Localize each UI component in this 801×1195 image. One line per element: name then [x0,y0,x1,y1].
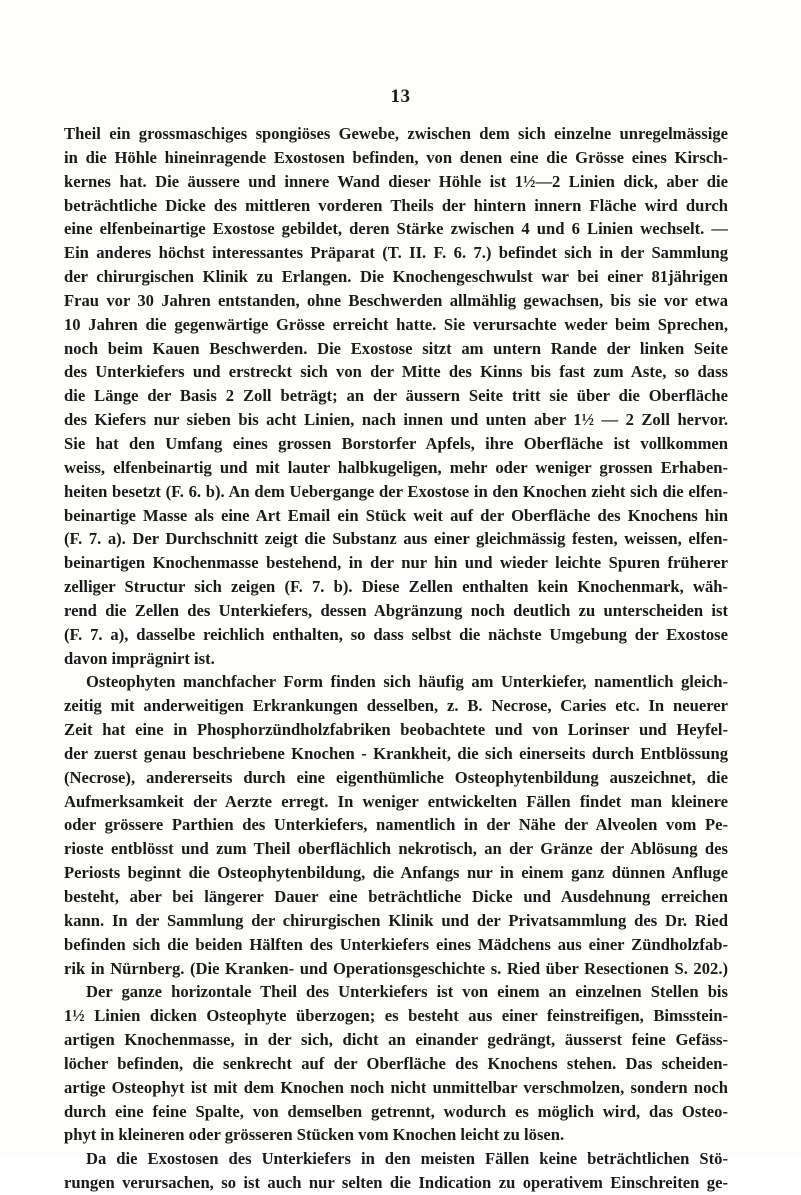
text-line: (Necrose), andererseits durch eine eigenthümliche Osteophytenbildung auszeichnet, die [64,767,728,787]
text-line: davon imprägnirt ist. [64,648,215,668]
text-line: beträchtliche Dicke des mittleren vorderen Theils der hintern innern Fläche wird durch [64,195,728,215]
text-line: artigen Knochenmasse, in der sich, dicht an einander gedrängt, äusserst feine Gefäss- [64,1030,728,1050]
text-line: Theil ein grossmaschiges spongiöses Gewebe, zwischen dem sich einzelne unregelmässige [64,124,728,143]
text-line: oder grössere Parthien des Unterkiefers, namentlich in der Nähe der Alveolen vom Pe- [64,815,728,835]
text-line: phyt in kleineren oder grösseren Stücken vom Knochen leicht zu lösen. [64,1125,565,1145]
text-line: eine elfenbeinartige Exostose gebildet, deren Stärke zwischen 4 und 6 Linien wechselt. — [64,219,728,239]
text-line: noch beim Kauen Beschwerden. Die Exostose sitzt am untern Rande der linken Seite [64,338,728,358]
text-line: durch eine feine Spalte, von demselben getrennt, wodurch es möglich wird, das Osteo- [64,1101,728,1121]
page-number: 13 [390,86,411,107]
text-line: zelliger Structur sich zeigen (F. 7. b). Diese Zellen enthalten kein Knochenmark, wäh- [64,577,728,597]
text-line: der zuerst genau beschriebene Knochen - Krankheit, die sich einerseits durch Entblössung [64,743,728,763]
text-line: beinartigen Knochenmasse bestehend, in der nur hin und wieder leichte Spuren früherer [64,553,728,573]
text-line: Ein anderes höchst interessantes Präparat (T. II. F. 6. 7.) befindet sich in der Sammlung [64,243,728,263]
text-line: rik in Nürnberg. (Die Kranken- und Operationsgeschichte s. Ried über Resectionen S. 202.) [64,958,728,978]
text-line: die Länge der Basis 2 Zoll beträgt; an der äussern Seite tritt sie über die Oberfläche [64,386,728,406]
body-text [64,122,728,1195]
text-line: befinden sich die beiden Hälften des Unterkiefers eines Mädchens aus einer Zündholzfab- [64,934,728,954]
text-line: 1½ Linien dicken Osteophyte überzogen; es besteht aus einer feinstreifigen, Bimsstein- [64,1006,728,1026]
text-line: Frau vor 30 Jahren entstanden, ohne Beschwerden allmählig gewachsen, bis sie vor etwa [64,290,728,310]
text-line: heiten besetzt (F. 6. b). An dem Uebergange der Exostose in den Knochen zieht sich die elfen- [64,481,728,501]
text-line: Sie hat den Umfang eines grossen Borstorfer Apfels, ihre Oberfläche ist vollkommen [64,433,728,453]
text-line: (F. 7. a). Der Durchschnitt zeigt die Substanz aus einer gleichmässig festen, weissen, elfen- [64,529,728,549]
text-line: löcher befinden, die senkrecht auf der Oberfläche des Knochens stehen. Das scheiden- [64,1053,728,1073]
text-line: weiss, elfenbeinartig und mit lauter halbkugeligen, mehr oder weniger grossen Erhaben- [64,457,728,477]
text-line: Periosts beginnt die Osteophytenbildung, die Anfangs nur in einem ganz dünnen Anfluge [64,863,728,883]
text-line: kann. In der Sammlung der chirurgischen Klinik und der Privatsammlung des Dr. Ried [64,910,728,930]
text-line: des Kiefers nur sieben bis acht Linien, nach innen und unten aber 1½ — 2 Zoll hervor. [64,410,728,430]
text-line: in die Höhle hineinragende Exostosen befinden, von denen eine die Grösse eines Kirsch- [64,147,728,167]
text-line: beinartige Masse als eine Art Email ein Stück weit auf der Oberfläche des Knochens hin [64,505,728,525]
text-line: kernes hat. Die äussere und innere Wand dieser Höhle ist 1½—2 Linien dick, aber die [64,171,728,191]
text-line: rioste entblösst und zum Theil oberflächlich nekrotisch, an der Gränze der Ablösung des [64,839,728,859]
text-line: rungen verursachen, so ist auch nur selten die Indication zu operativem Einschreiten ge- [64,1173,728,1193]
text-line: 10 Jahren die gegenwärtige Grösse erreicht hatte. Sie verursachte weder beim Sprechen, [64,314,728,334]
text-line: Zeit hat eine in Phosphorzündholzfabriken beobachtete und von Lorinser und Heyfel- [64,720,728,740]
text-line: Der ganze horizontale Theil des Unterkiefers ist von einem an einzelnen Stellen bis [86,982,728,1002]
text-line: besteht, aber bei längerer Dauer eine beträchtliche Dicke und Ausdehnung erreichen [64,887,728,906]
text-line: Da die Exostosen des Unterkiefers in den meisten Fällen keine beträchtlichen Stö- [86,1149,728,1169]
text-line: zeitig mit anderweitigen Erkrankungen desselben, z. B. Necrose, Caries etc. In neuerer [64,696,728,716]
text-line: rend die Zellen des Unterkiefers, dessen Abgränzung noch deutlich zu unterscheiden ist [64,600,728,620]
text-line: Osteophyten manchfacher Form finden sich häufig am Unterkiefer, namentlich gleich- [86,672,728,692]
text-line: artige Osteophyt ist mit dem Knochen noch nicht unmittelbar verschmolzen, sondern noch [64,1077,728,1097]
text-line: des Unterkiefers und erstreckt sich von der Mitte des Kinns bis fast zum Aste, so dass [64,362,728,382]
text-line: der chirurgischen Klinik zu Erlangen. Die Knochengeschwulst war bei einer 81jährigen [64,267,728,287]
text-line: Aufmerksamkeit der Aerzte erregt. In weniger entwickelten Fällen findet man kleinere [64,791,728,811]
text-line: (F. 7. a), dasselbe reichlich enthalten, so dass selbst die nächste Umgebung der Exostose [64,624,728,644]
